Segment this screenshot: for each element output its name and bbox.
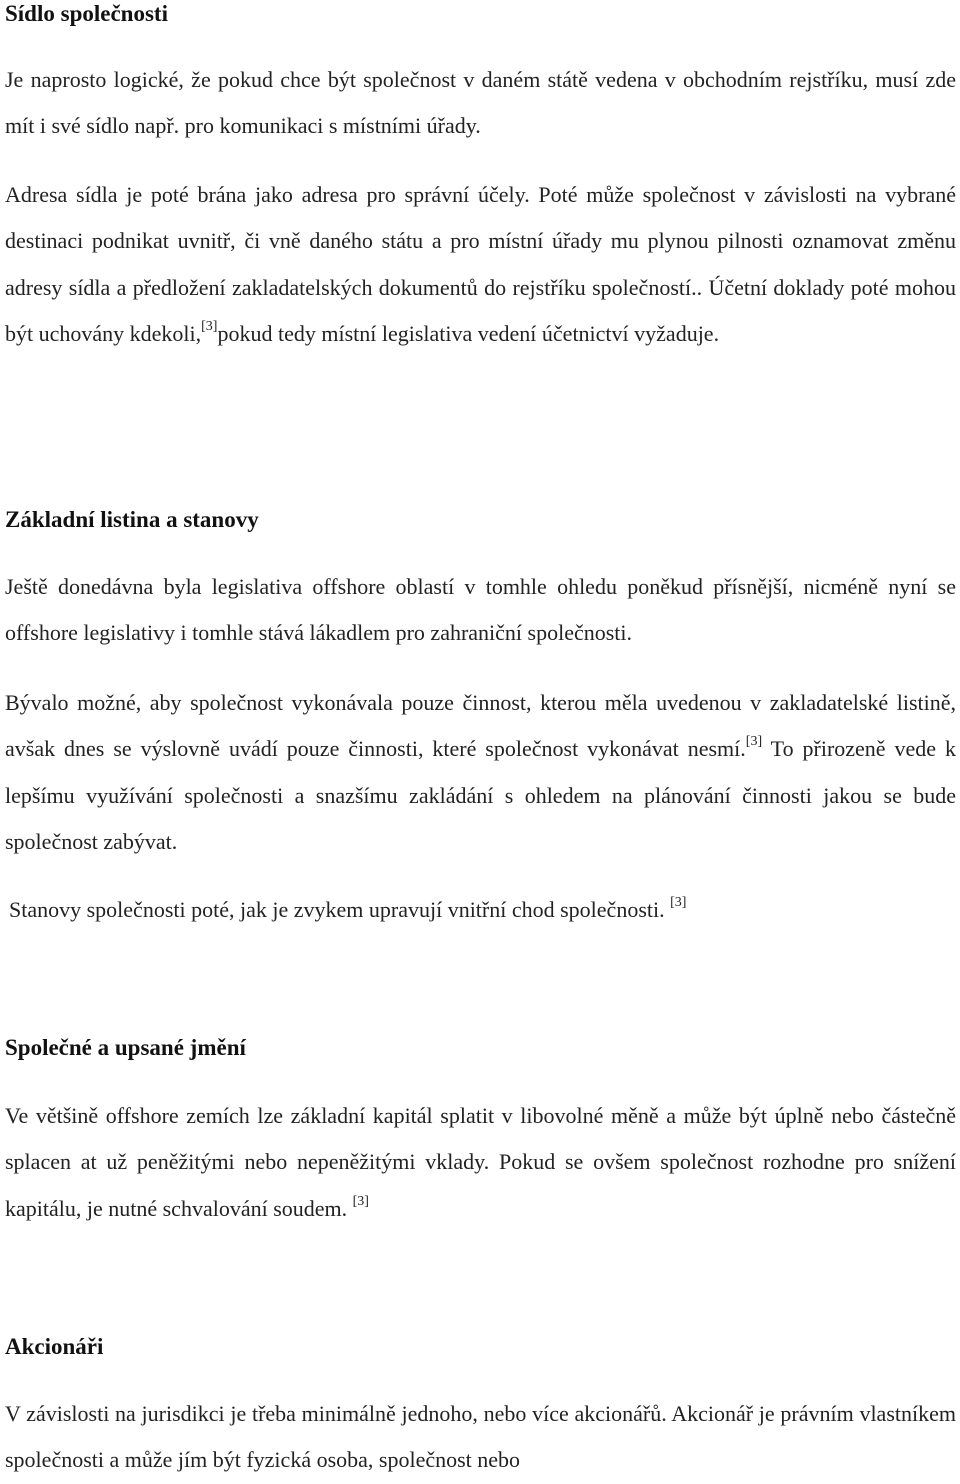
citation-ref: [3] <box>670 895 687 910</box>
citation-ref: [3] <box>352 1193 369 1209</box>
paragraph: Ještě donedávna byla legislativa offshore oblastí v tomhle ohledu poněkud přísnější, nicméně nyní se offshore legislativy i tomhle stává lákadlem pro zahraniční společnosti. <box>5 574 956 646</box>
paragraph: Je naprosto logické, že pokud chce být společnost v daném státě vedena v obchodním rejstříku, musí zde mít i své sídlo např. pro komunikaci s místními úřady. <box>5 67 956 139</box>
section-heading-sidlo: Sídlo společnosti <box>5 1 168 26</box>
paragraph-text: pokud tedy místní legislativa vedení účetnictví vyžaduje. <box>217 320 720 346</box>
paragraph <box>5 172 956 357</box>
paragraph-text: Adresa sídla je poté brána jako adresa pro správní účely. Poté může společnost v závislosti na vybrané destinaci podnikat uvnitř, či vně daného státu a pro místní úřady mu plynou pilnosti oznamovat změnu adresy sídla a předložení zakladatelských dokumentů do rejstříku společností.. Účetní doklady poté mohou být uchovány kdekoli, <box>5 182 956 346</box>
paragraph-text: To přirozeně vede k lepšímu využívání společnosti a snazšímu zakládání s ohledem na plánování činnosti jakou se bude společnost zabývat. <box>5 736 956 854</box>
citation-ref: [3] <box>745 734 763 750</box>
citation-ref: [3] <box>201 318 218 334</box>
paragraph-text: Bývalo možné, aby společnost vykonávala pouze činnost, kterou měla uvedenou v zakladatelské listině, avšak dnes se výslovně uvádí pouze činnosti, které společnost vykonávat nesmí. <box>5 690 956 762</box>
paragraph <box>9 887 686 933</box>
paragraph: V závislosti na jurisdikci je třeba minimálně jednoho, nebo více akcionářů. Akcionář je právním vlastníkem společnosti a může jím být fyzická osoba, společnost nebo <box>5 1401 956 1473</box>
paragraph <box>5 680 956 865</box>
paragraph-text: Ve většině offshore zemích lze základní kapitál splatit v libovolné měně a může být úplně nebo částečně splacen at už peněžitými nebo nepeněžitými vklady. Pokud se ovšem společnost rozhodne pro snížení kapitálu, je nutné schvalování soudem. <box>5 1103 956 1221</box>
section-heading-akcionari: Akcionáři <box>5 1334 104 1359</box>
section-heading-zakladni-listina: Základní listina a stanovy <box>5 507 259 532</box>
paragraph-text: Stanovy společnosti poté, jak je zvykem upravují vnitřní chod společnosti. <box>9 897 671 922</box>
paragraph <box>5 1093 956 1232</box>
section-heading-spolecne-jmeni: Společné a upsané jmění <box>5 1035 246 1060</box>
